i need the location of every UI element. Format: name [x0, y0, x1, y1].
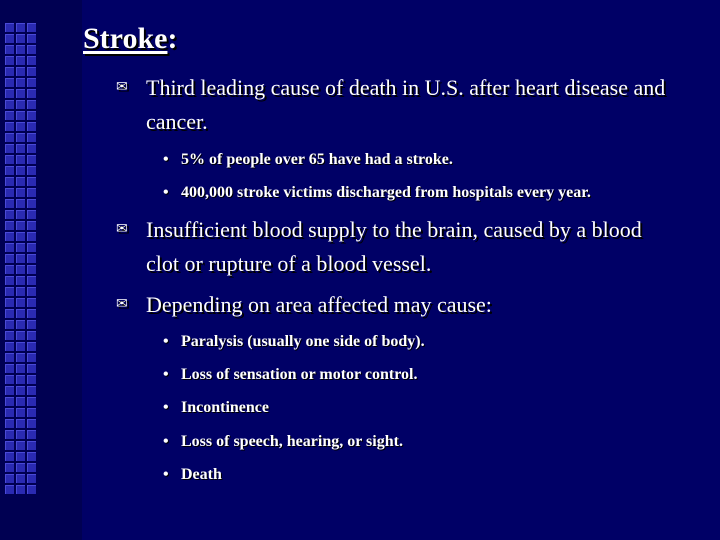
sub-bullet-item	[163, 365, 417, 385]
decorative-square	[5, 320, 14, 329]
decorative-square	[27, 34, 36, 43]
sub-bullet-text: 400,000 stroke victims discharged from hospitals every year.	[181, 184, 591, 201]
decorative-square	[5, 122, 14, 131]
decorative-square	[5, 23, 14, 32]
decorative-square	[5, 265, 14, 274]
decorative-square	[27, 463, 36, 472]
sub-bullet-item	[163, 150, 453, 170]
decorative-square	[5, 386, 14, 395]
sub-bullet-item	[163, 465, 222, 485]
decorative-square	[5, 342, 14, 351]
dot-bullet-icon: •	[163, 333, 169, 350]
decorative-square	[5, 485, 14, 494]
decorative-square	[5, 78, 14, 87]
decorative-square	[16, 287, 25, 296]
decorative-square	[16, 485, 25, 494]
dot-bullet-icon: •	[163, 184, 169, 201]
sub-bullet-text: Incontinence	[181, 399, 269, 416]
decorative-square	[27, 56, 36, 65]
decorative-square	[5, 287, 14, 296]
decorative-square	[16, 188, 25, 197]
decorative-square	[16, 386, 25, 395]
decorative-square	[27, 309, 36, 318]
square-column	[5, 23, 14, 495]
decorative-square	[16, 199, 25, 208]
sub-bullet-item	[163, 398, 269, 418]
decorative-square	[27, 298, 36, 307]
decorative-square	[16, 463, 25, 472]
decorative-square	[5, 474, 14, 483]
decorative-square	[27, 485, 36, 494]
decorative-square	[16, 67, 25, 76]
decorative-square	[27, 386, 36, 395]
decorative-square	[5, 199, 14, 208]
decorative-square	[5, 254, 14, 263]
decorative-square	[27, 188, 36, 197]
bullet-text: Depending on area affected may cause:	[146, 292, 492, 317]
bullet-item	[116, 288, 716, 322]
decorative-square	[27, 474, 36, 483]
bullet-item	[116, 213, 676, 281]
decorative-square	[16, 232, 25, 241]
square-column	[16, 23, 25, 495]
decorative-square	[5, 67, 14, 76]
decorative-square	[16, 34, 25, 43]
decorative-square	[16, 419, 25, 428]
decorative-square	[5, 221, 14, 230]
decorative-square	[27, 265, 36, 274]
sub-bullet-text: Loss of speech, hearing, or sight.	[181, 433, 403, 450]
decorative-square	[5, 133, 14, 142]
decorative-square	[27, 452, 36, 461]
decorative-square	[5, 309, 14, 318]
decorative-square	[27, 441, 36, 450]
decorative-square	[16, 133, 25, 142]
decorative-square	[27, 375, 36, 384]
decorative-square	[16, 364, 25, 373]
decorative-square	[16, 254, 25, 263]
decorative-square	[27, 111, 36, 120]
decorative-square	[16, 166, 25, 175]
decorative-square	[27, 122, 36, 131]
decorative-square	[27, 199, 36, 208]
decorative-square	[16, 177, 25, 186]
decorative-square	[5, 243, 14, 252]
dot-bullet-icon: •	[163, 399, 169, 416]
decorative-square	[27, 45, 36, 54]
decorative-square	[5, 364, 14, 373]
decorative-square	[16, 430, 25, 439]
decorative-square	[16, 408, 25, 417]
decorative-square	[16, 221, 25, 230]
decorative-square	[27, 177, 36, 186]
decorative-square	[5, 353, 14, 362]
square-column	[27, 23, 36, 495]
decorative-square	[27, 133, 36, 142]
decorative-square	[5, 56, 14, 65]
decorative-square	[5, 144, 14, 153]
decorative-square	[16, 122, 25, 131]
decorative-square	[27, 243, 36, 252]
pen-bullet-icon: ✉	[116, 80, 128, 95]
bullet-item	[116, 71, 716, 139]
decorative-square	[5, 34, 14, 43]
decorative-square	[5, 89, 14, 98]
decorative-square	[5, 177, 14, 186]
decorative-square	[16, 452, 25, 461]
decorative-square	[27, 353, 36, 362]
pen-bullet-icon: ✉	[116, 297, 128, 312]
decorative-square	[5, 166, 14, 175]
decorative-square	[16, 78, 25, 87]
decorative-square	[27, 276, 36, 285]
slide-title	[83, 22, 177, 56]
decorative-square	[5, 419, 14, 428]
decorative-square	[27, 67, 36, 76]
sub-bullet-item	[163, 332, 425, 352]
decorative-square	[5, 276, 14, 285]
decorative-square	[27, 397, 36, 406]
decorative-square	[16, 474, 25, 483]
decorative-square	[5, 298, 14, 307]
decorative-square	[5, 397, 14, 406]
bullet-text: Third leading cause of death in U.S. after heart disease and cancer.	[146, 75, 666, 134]
sub-bullet-text: Death	[181, 466, 222, 483]
decorative-square	[5, 210, 14, 219]
decorative-square	[16, 298, 25, 307]
decorative-square	[5, 155, 14, 164]
decorative-square	[27, 287, 36, 296]
decorative-square	[16, 320, 25, 329]
decorative-square	[5, 452, 14, 461]
decorative-square	[27, 232, 36, 241]
sub-bullet-text: 5% of people over 65 have had a stroke.	[181, 151, 453, 168]
pen-bullet-icon: ✉	[116, 222, 128, 237]
decorative-square	[5, 111, 14, 120]
decorative-square	[27, 166, 36, 175]
decorative-square	[27, 342, 36, 351]
decorative-square	[27, 419, 36, 428]
decorative-square	[27, 144, 36, 153]
decorative-square	[27, 408, 36, 417]
decorative-square	[16, 23, 25, 32]
decorative-square	[16, 111, 25, 120]
slide-title-word: Stroke	[83, 22, 168, 55]
dot-bullet-icon: •	[163, 466, 169, 483]
decorative-square	[5, 375, 14, 384]
sub-bullet-text: Loss of sensation or motor control.	[181, 366, 418, 383]
dot-bullet-icon: •	[163, 433, 169, 450]
bullet-text: Insufficient blood supply to the brain, caused by a blood clot or rupture of a blood vessel.	[146, 217, 642, 276]
decorative-square	[27, 100, 36, 109]
dot-bullet-icon: •	[163, 366, 169, 383]
decorative-square	[27, 23, 36, 32]
decorative-square	[27, 320, 36, 329]
decorative-square	[27, 331, 36, 340]
decorative-square	[16, 331, 25, 340]
sub-bullet-text: Paralysis (usually one side of body).	[181, 333, 425, 350]
decorative-square	[16, 56, 25, 65]
decorative-square	[16, 243, 25, 252]
decorative-square	[27, 155, 36, 164]
decorative-square	[16, 155, 25, 164]
decorative-square	[27, 78, 36, 87]
decorative-square	[16, 144, 25, 153]
decorative-square	[16, 342, 25, 351]
decorative-square	[16, 353, 25, 362]
decorative-square	[27, 89, 36, 98]
decorative-square	[5, 463, 14, 472]
decorative-square	[27, 221, 36, 230]
decorative-square	[16, 441, 25, 450]
decorative-square	[16, 45, 25, 54]
decorative-square	[5, 232, 14, 241]
decorative-square	[16, 265, 25, 274]
decorative-square	[5, 331, 14, 340]
decorative-square	[27, 430, 36, 439]
decorative-square	[5, 45, 14, 54]
decorative-square	[5, 100, 14, 109]
decorative-square	[16, 276, 25, 285]
sub-bullet-item	[163, 432, 403, 452]
decorative-square	[5, 188, 14, 197]
dot-bullet-icon: •	[163, 151, 169, 168]
decorative-square	[27, 364, 36, 373]
decorative-square	[27, 254, 36, 263]
decorative-square	[16, 309, 25, 318]
decorative-square	[27, 210, 36, 219]
decorative-square	[16, 375, 25, 384]
decorative-square	[16, 397, 25, 406]
decorative-square	[16, 210, 25, 219]
left-decorative-bar	[0, 0, 82, 540]
decorative-square	[16, 89, 25, 98]
decorative-square	[5, 430, 14, 439]
decorative-square	[5, 441, 14, 450]
sub-bullet-item	[163, 183, 591, 203]
decorative-square	[16, 100, 25, 109]
slide-title-colon: :	[167, 22, 178, 55]
decorative-square	[5, 408, 14, 417]
